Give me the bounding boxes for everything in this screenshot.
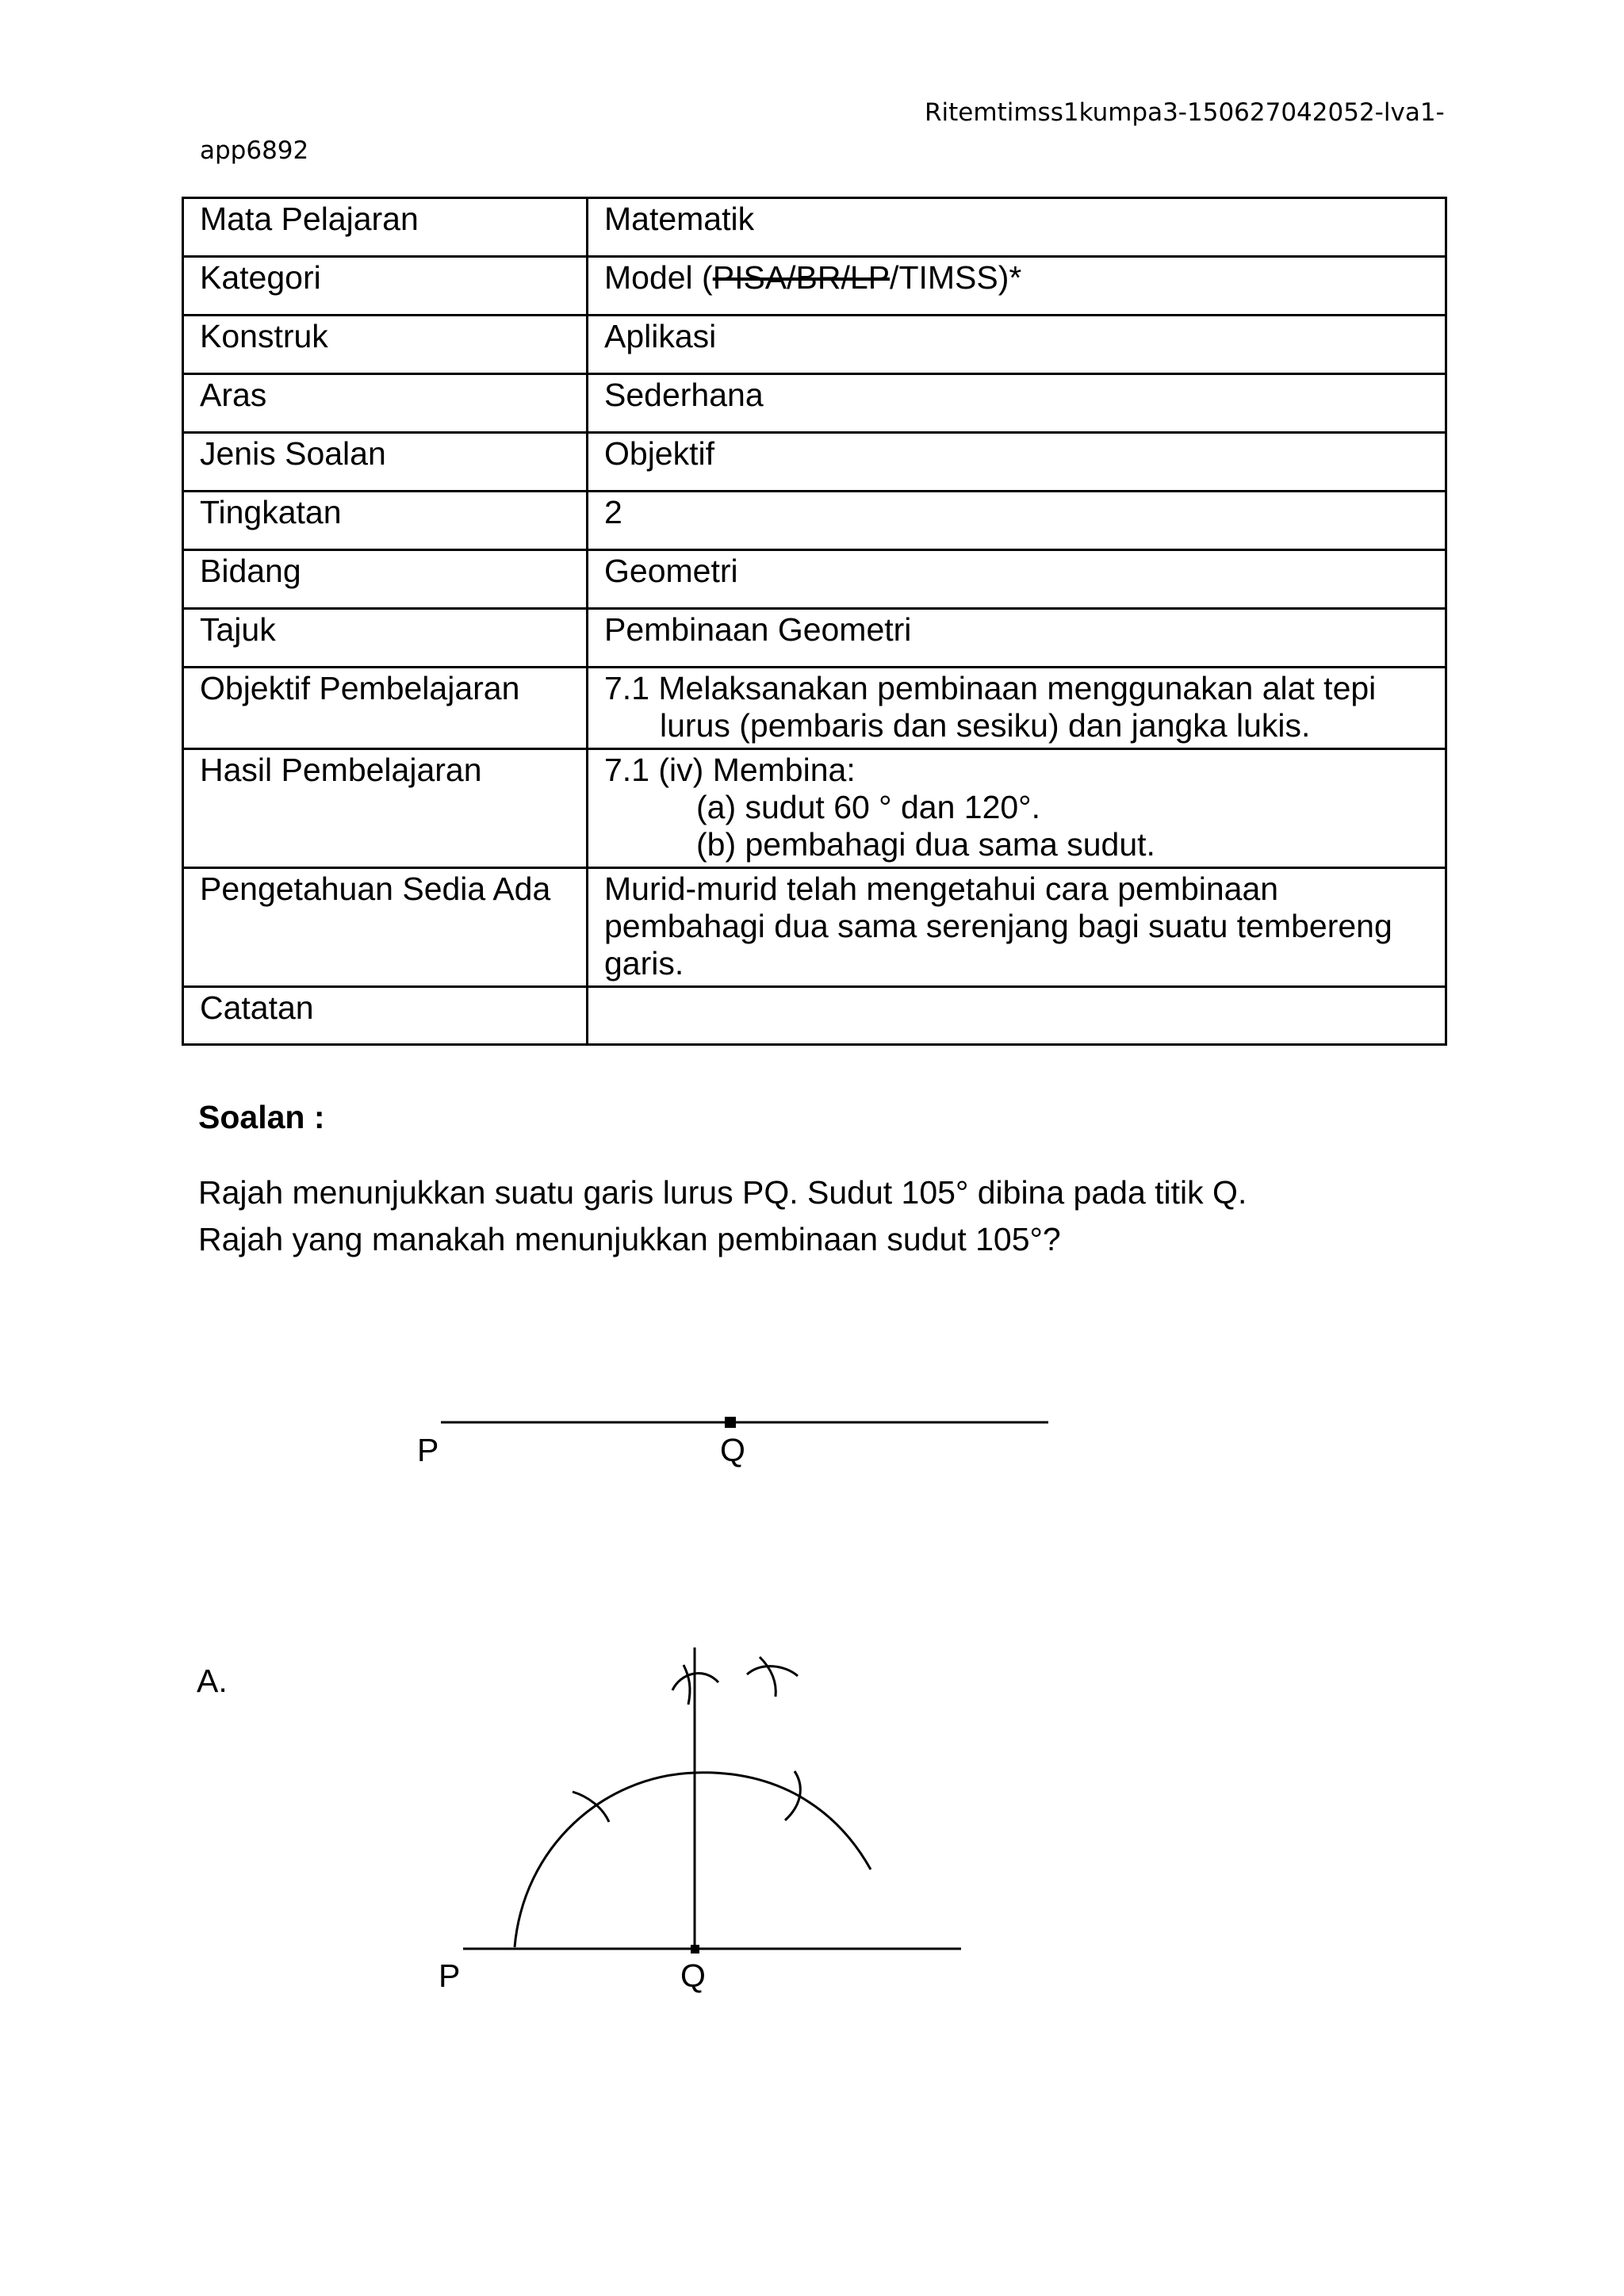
label-q: Q [680, 1957, 706, 1994]
row-label: Aras [183, 374, 588, 433]
struck-text: PISA/BR/LP [712, 259, 891, 296]
question-line-1: Rajah menunjukkan suatu garis lurus PQ. Sudut 105° dibina pada titik Q. [198, 1174, 1247, 1211]
row-label: Konstruk [183, 316, 588, 374]
row-label: Objektif Pembelajaran [183, 668, 588, 749]
row-label: Mata Pelajaran [183, 198, 588, 257]
point-q-marker [691, 1945, 699, 1954]
value-text: /TIMSS)* [890, 259, 1022, 296]
arc-mark-left [573, 1792, 609, 1822]
row-label: Hasil Pembelajaran [183, 749, 588, 868]
value-line: pembahagi dua sama serenjang bagi suatu tembereng [604, 908, 1392, 944]
value-text: Model ( [604, 259, 713, 296]
value-line: lurus (pembaris dan sesiku) dan jangka lukis. [660, 707, 1311, 744]
question-heading: Soalan : [198, 1099, 325, 1135]
value-text: Aplikasi [604, 318, 717, 354]
label-p: P [417, 1432, 439, 1468]
option-a-figure [463, 1647, 961, 1949]
value-line: (a) sudut 60 ° dan 120°. [696, 789, 1040, 825]
document-header-line-2: app6892 [200, 136, 309, 165]
point-q-marker [725, 1417, 736, 1428]
row-label: Kategori [183, 257, 588, 316]
value-line: garis. [604, 945, 684, 982]
row-label: Jenis Soalan [183, 433, 588, 492]
option-a-label: A. [197, 1663, 228, 1699]
value-text: Matematik [604, 201, 755, 237]
row-label: Bidang [183, 550, 588, 609]
question-line-2: Rajah yang manakah menunjukkan pembinaan sudut 105°? [198, 1221, 1061, 1257]
value-text: Sederhana [604, 377, 764, 413]
label-q: Q [720, 1432, 745, 1468]
row-label: Tajuk [183, 609, 588, 668]
arc-mark-top-cross-2 [684, 1665, 690, 1705]
arc-mark-top-right-2 [760, 1657, 776, 1697]
value-line: 7.1 (iv) Membina: [604, 752, 856, 788]
row-label: Tingkatan [183, 492, 588, 550]
figure-line-pq [417, 1417, 1048, 1468]
value-text: Pembinaan Geometri [604, 611, 912, 648]
value-line: 7.1 Melaksanakan pembinaan menggunakan alat tepi [604, 670, 1377, 706]
value-line: Murid-murid telah mengetahui cara pembinaan [604, 871, 1279, 907]
document-header-line-1: Ritemtimss1kumpa3-150627042052-lva1- [925, 98, 1445, 127]
row-label: Pengetahuan Sedia Ada [183, 868, 588, 987]
value-text: 2 [604, 494, 622, 530]
row-label: Catatan [183, 987, 588, 1045]
value-line: (b) pembahagi dua sama sudut. [696, 826, 1155, 863]
value-text: Objektif [604, 435, 714, 472]
label-p: P [439, 1957, 461, 1994]
value-text: Geometri [604, 553, 738, 589]
semicircle-arc [515, 1773, 871, 1947]
